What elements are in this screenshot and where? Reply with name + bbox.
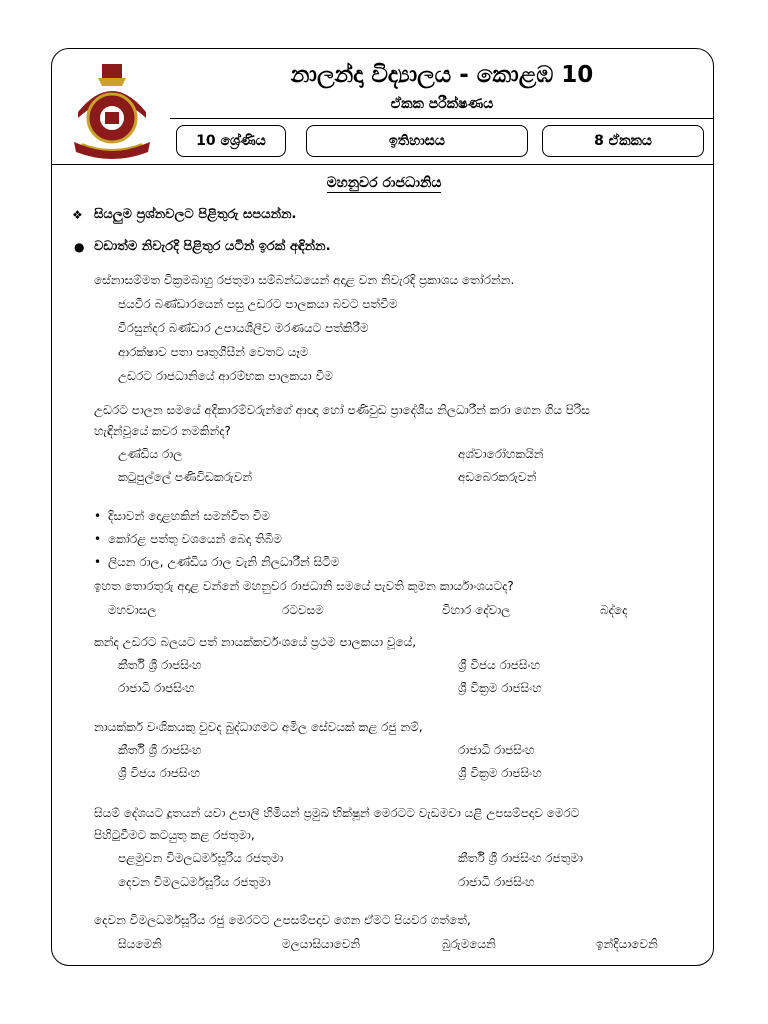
bullet-icon: •: [94, 555, 102, 569]
q1-option-1: ජයවීර බණ්ඩාරයෙන් පසු උඩරට පාලකයා බවට පත්වීම: [118, 297, 398, 311]
q3-option-4: බද්දෙ: [600, 603, 628, 617]
q7-stem: දෙවන විමලධර්මසූරිය රජු මෙරටට උපසම්පදාව ගෙන ඒමට පියවර ගත්තේ,: [94, 913, 471, 927]
q2-stem-line-2: හැඳින්වූයේ කවර නමකින්ද?: [94, 424, 231, 438]
school-crest-icon: [64, 62, 160, 162]
q5-option-4: ශ්‍රී වික්‍රම රාජසිංහ: [458, 766, 542, 780]
instruction-1: සියලුම ප්‍රශ්නවලට පිළිතුරු සපයන්න.: [94, 207, 297, 222]
q5-option-2: රාජාධි රාජසිංහ: [458, 743, 535, 757]
q7-option-4: ඉන්දියාවෙනි: [596, 937, 658, 951]
grade-box: [176, 125, 286, 157]
q6-stem-line-1: සියම් දේශයට දූතයන් යවා උපාලි හිමියන් ප්‍රමුඛ භික්ෂූන් මෙරටට වැඩමවා යළි උපසම්පදාව මෙරට: [94, 806, 580, 820]
bullet-icon: •: [94, 532, 102, 546]
q7-option-2: මලයාසියාවෙනි: [282, 937, 361, 951]
q5-option-1: කීර්ති ශ්‍රී රාජසිංහ: [118, 743, 202, 757]
q3-option-3: විහාර දේවාල: [442, 603, 511, 617]
q6-option-2: කීර්ති ශ්‍රී රාජසිංහ රජතුමා: [458, 851, 583, 865]
grade-label: 10 ශ්‍රේණිය: [196, 133, 266, 149]
header-bottom-divider: [51, 164, 714, 165]
q4-option-4: ශ්‍රී වික්‍රම රාජසිංහ: [458, 681, 542, 695]
q3-option-2: රටවසම: [282, 603, 324, 617]
q3-stem: ඉහත තොරතුරු අදාළ වන්නේ මහනුවර රාජධානි සමයේ පැවති කුමන කාර්යාංශයටද?: [94, 579, 514, 593]
q2-option-1: උණ්ඩිය රාල: [118, 447, 183, 461]
header-divider: [170, 118, 714, 119]
q6-option-4: රාජාධි රාජසිංහ: [458, 875, 535, 889]
q1-option-2: වීරසුන්දර බණ්ඩාර උපායශීලීව මරණයට පත්කිරීම: [118, 321, 369, 335]
lesson-title: මහනුවර රාජධානිය: [326, 175, 442, 191]
diamond-bullet-icon: ❖: [72, 208, 83, 222]
q4-option-1: කීර්ති ශ්‍රී රාජසිංහ: [118, 658, 202, 672]
school-name: නාලන්දා විද්‍යාලය - කොළඹ 10: [290, 62, 594, 88]
subject-box: [306, 125, 528, 157]
q2-option-2: අශ්වාරෝහකයින්: [458, 447, 544, 461]
q1-stem: සේනාසම්මත වික්‍රමබාහු රජතුමා සම්බන්ධයෙන් අදාළ වන නිවැරදි ප්‍රකාශය තෝරන්න.: [94, 273, 515, 287]
q6-stem-line-2: පිහිටුවීමට කටයුතු කළ රජතුමා,: [94, 828, 255, 842]
subject-label: ඉතිහාසය: [389, 133, 445, 149]
q3-bullet-3: ලියන රාල, උණ්ඩිය රාල වැනි නිලධාරීන් සිටීම: [108, 555, 340, 569]
unit-label: 8 ඒකකය: [594, 133, 652, 149]
q1-option-3: ආරක්ෂාව පතා පෘතුගීසීන් වෙතට යෑම: [118, 345, 309, 359]
q3-option-1: මහවාසල: [108, 603, 157, 617]
q6-option-1: පළමුවන විමලධර්මසූරිය රජතුමා: [118, 851, 284, 865]
q2-stem-line-1: උඩරට පාලන සමයේ අදිකාරම්වරුන්ගේ ආඥා හෝ පණිවුඩ ප්‍රාදේශීය නිලධාරීන් කරා ගෙන ගිය පිරිස: [94, 403, 590, 417]
q5-stem: නායක්කර් වංශිකයකු වුවද බුද්ධාගමට අමිල සේවයක් කළ රජු නම්,: [94, 720, 423, 734]
q2-option-3: කටුපුල්ලේ පණිවිඩකරුවන්: [118, 470, 253, 484]
q1-option-4: උඩරට රාජධානියේ ආරම්භක පාලකයා වීම: [118, 369, 333, 383]
q7-option-1: සියමෙනි: [118, 937, 162, 951]
q2-option-4: අඩබෙරකරුවන්: [458, 470, 537, 484]
bullet-icon: ●: [74, 240, 85, 254]
bullet-icon: •: [94, 509, 102, 523]
instruction-2: වඩාත්ම නිවැරදි පිළිතුර යටින් ඉරක් අඳින්න.: [94, 239, 331, 254]
q4-option-3: රාජාධි රාජසිංහ: [118, 681, 195, 695]
q4-option-2: ශ්‍රී විජය රාජසිංහ: [458, 658, 541, 672]
q3-bullet-1: දිසාවන් දොළහකින් සමන්විත වීම: [108, 509, 270, 523]
q6-option-3: දෙවන විමලධර්මසූරිය රජතුමා: [118, 875, 271, 889]
q3-bullet-2: කෝරළ පත්තු වශයෙන් බෙදා තිබීම: [108, 532, 282, 546]
q7-option-3: බුරුමයෙනි: [442, 937, 496, 951]
test-title: ඒකක පරීක්ෂණය: [390, 96, 494, 112]
q5-option-3: ශ්‍රී විජය රාජසිංහ: [118, 766, 201, 780]
q4-stem: කන්ද උඩරට බලයට පත් නායක්කර්වංශයේ ප්‍රථම පාලකයා වූයේ,: [94, 635, 417, 649]
unit-box: [542, 125, 704, 157]
